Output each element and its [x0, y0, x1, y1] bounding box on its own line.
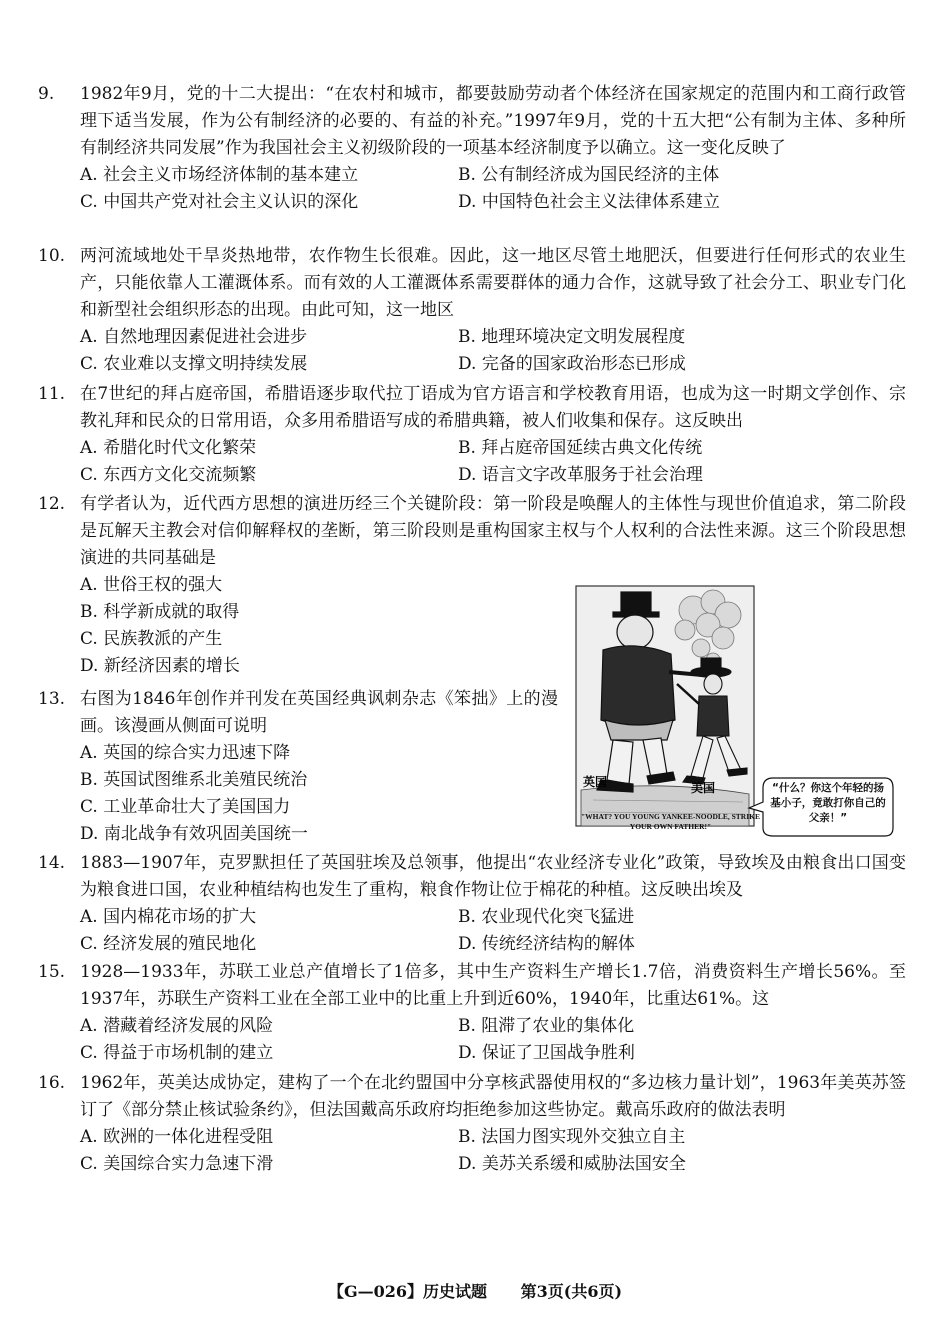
question-10 — [38, 243, 906, 378]
cartoon-image — [563, 580, 898, 842]
caption-english: "WHAT? YOU YOUNG YANKEE-NOODLE, STRIKE YOUR OWN FATHER!" — [581, 812, 760, 831]
label-usa: 美国 — [691, 781, 716, 795]
question-number: 13. — [38, 689, 66, 709]
option-c: C. 工业革命壮大了美国国力 — [80, 797, 291, 817]
question-stem: 1883—1907年，克罗默担任了英国驻埃及总领事，他提出“农业经济专业化”政策，导致埃及由粮食出口国变为粮食进口国，农业种植结构也发生了重构，粮食作物让位于棉花的种植。这反映出埃及 — [80, 853, 906, 900]
question-number: 10. — [38, 246, 66, 266]
option-d: D. 语言文字改革服务于社会治理 — [458, 465, 703, 485]
question-stem: 有学者认为，近代西方思想的演进历经三个关键阶段：第一阶段是唤醒人的主体性与现世价值追求，第二阶段是瓦解天主教会对信仰解释权的垄断，第三阶段则是重构国家主权与个人权利的合法性来源。这三个阶段思想演进的共同基础是 — [80, 494, 906, 568]
page-number: 第3页(共6页) — [520, 1282, 623, 1301]
question-stem: 两河流域地处干旱炎热地带，农作物生长很难。因此，这一地区尽管土地肥沃，但要进行任何形式的农业生产，只能依靠人工灌溉体系。而有效的人工灌溉体系需要群体的通力合作，这就导致了社会分工、职业专门化和新型社会组织形态的出现。由此可知，这一地区 — [80, 246, 906, 320]
question-9 — [38, 81, 906, 216]
speech-bubble-chinese: “什么？你这个年轻的扬基小子，竟敢打你自己的父亲！” — [770, 782, 886, 824]
option-c: C. 东西方文化交流频繁 — [80, 465, 257, 485]
exam-code: 【G—026】历史试题 — [327, 1282, 488, 1301]
option-c: C. 得益于市场机制的建立 — [80, 1043, 274, 1063]
option-d: D. 完备的国家政治形态已形成 — [458, 354, 686, 374]
question-number: 11. — [38, 384, 66, 404]
option-c: C. 民族教派的产生 — [80, 629, 223, 649]
option-d: D. 新经济因素的增长 — [80, 656, 240, 676]
options — [80, 904, 906, 958]
options — [80, 740, 558, 848]
options — [80, 1124, 906, 1178]
option-d: D. 南北战争有效巩固美国统一 — [80, 824, 308, 844]
option-a: A. 自然地理因素促进社会进步 — [80, 327, 308, 347]
question-11 — [38, 381, 906, 489]
question-stem: 1982年9月，党的十二大提出：“在农村和城市，都要鼓励劳动者个体经济在国家规定的范围内和工商行政管理下适当发展，作为公有制经济的必要的、有益的补充。”1997年9月，党的十五大把“公有制为主体、多种所有制经济共同发展”作为我国社会主义初级阶段的一项基本经济制度予以确立。这一变化反映了 — [80, 84, 906, 158]
option-a: A. 国内棉花市场的扩大 — [80, 907, 257, 927]
option-b: B. 拜占庭帝国延续古典文化传统 — [458, 438, 703, 458]
option-c: C. 美国综合实力急速下滑 — [80, 1154, 274, 1174]
question-number: 16. — [38, 1073, 66, 1093]
option-c: C. 经济发展的殖民地化 — [80, 934, 257, 954]
question-stem: 1928—1933年，苏联工业总产值增长了1倍多，其中生产资料生产增长1.7倍，消费资料生产增长56%。至1937年，苏联生产资料工业在全部工业中的比重上升到近60%，1940年，比重达61%。这 — [80, 962, 906, 1009]
option-a: A. 潜藏着经济发展的风险 — [80, 1016, 274, 1036]
options — [80, 435, 906, 489]
option-c: C. 农业难以支撑文明持续发展 — [80, 354, 308, 374]
option-a: A. 欧洲的一体化进程受阻 — [80, 1127, 274, 1147]
option-d: D. 传统经济结构的解体 — [458, 934, 635, 954]
option-a: A. 希腊化时代文化繁荣 — [80, 438, 257, 458]
question-number: 14. — [38, 853, 66, 873]
label-britain: 英国 — [583, 775, 608, 789]
option-a: A. 英国的综合实力迅速下降 — [80, 743, 291, 763]
option-b: B. 农业现代化突飞猛进 — [458, 907, 635, 927]
question-stem: 右图为1846年创作并刊发在英国经典讽刺杂志《笨拙》上的漫画。该漫画从侧面可说明 — [80, 689, 558, 736]
question-14 — [38, 850, 906, 958]
option-d: D. 保证了卫国战争胜利 — [458, 1043, 635, 1063]
options — [80, 324, 906, 378]
option-b: B. 地理环境决定文明发展程度 — [458, 327, 686, 347]
option-a: A. 世俗王权的强大 — [80, 575, 223, 595]
option-b: B. 英国试图维系北美殖民统治 — [80, 770, 308, 790]
options — [80, 1013, 906, 1067]
question-number: 12. — [38, 494, 66, 514]
option-b: B. 法国力图实现外交独立自主 — [458, 1127, 686, 1147]
option-d: D. 中国特色社会主义法律体系建立 — [458, 192, 720, 212]
question-stem: 在7世纪的拜占庭帝国，希腊语逐步取代拉丁语成为官方语言和学校教育用语，也成为这一时期文学创作、宗教礼拜和民众的日常用语，众多用希腊语写成的希腊典籍，被人们收集和保存。这反映出 — [80, 384, 906, 431]
option-d: D. 美苏关系缓和威胁法国安全 — [458, 1154, 686, 1174]
option-a: A. 社会主义市场经济体制的基本建立 — [80, 165, 359, 185]
option-b: B. 公有制经济成为国民经济的主体 — [458, 165, 720, 185]
question-13 — [38, 686, 558, 848]
question-16 — [38, 1070, 906, 1178]
option-b: B. 阻滞了农业的集体化 — [458, 1016, 635, 1036]
option-b: B. 科学新成就的取得 — [80, 602, 240, 622]
page-footer — [0, 1279, 950, 1302]
question-15 — [38, 959, 906, 1067]
question-stem: 1962年，英美达成协定，建构了一个在北约盟国中分享核武器使用权的“多边核力量计划”，1963年美英苏签订了《部分禁止核试验条约》，但法国戴高乐政府均拒绝参加这些协定。戴高乐政府的做法表明 — [80, 1073, 906, 1120]
option-c: C. 中国共产党对社会主义认识的深化 — [80, 192, 359, 212]
options — [80, 162, 906, 216]
question-number: 15. — [38, 962, 66, 982]
question-number: 9. — [38, 84, 55, 104]
